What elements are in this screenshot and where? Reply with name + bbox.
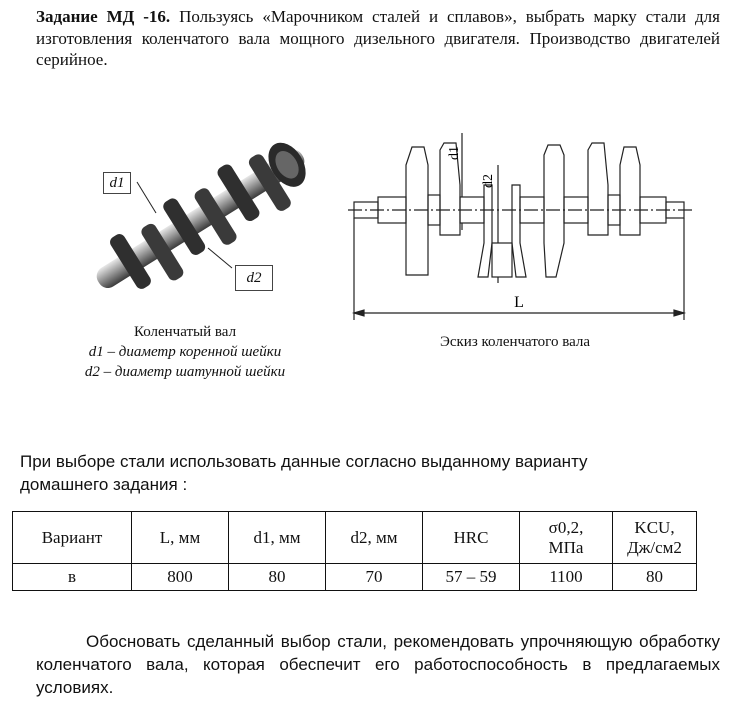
header-kcu-bottom: Дж/см2 (627, 537, 682, 557)
header-L: L, мм (132, 512, 229, 564)
header-sigma (520, 512, 613, 564)
header-variant: Вариант (13, 512, 132, 564)
header-sigma-bottom: МПа (548, 537, 584, 557)
header-d2: d2, мм (326, 512, 423, 564)
header-d1: d1, мм (229, 512, 326, 564)
photo-caption-d2: d2 – диаметр шатунной шейки (84, 364, 286, 380)
sketch-label-d1: d1 (447, 146, 462, 160)
cell-d2: 70 (326, 564, 423, 591)
task-title: Задание МД -16. (36, 7, 171, 26)
photo-caption (40, 322, 330, 382)
photo-caption-title: Коленчатый вал (133, 324, 237, 340)
photo-label-d1: d1 (103, 172, 131, 194)
table-row (13, 564, 697, 591)
photo-caption-d1: d1 – диаметр коренной шейки (88, 344, 282, 360)
cell-L: 800 (132, 564, 229, 591)
cell-d1: 80 (229, 564, 326, 591)
task-text: Пользуясь «Марочником сталей и сплавов», выбрать марку стали для изготовления коленчатого вала мощного дизельного двигателя. Производство двигателей серийное. (36, 7, 720, 69)
cell-hrc: 57 – 59 (423, 564, 520, 591)
cell-sigma: 1100 (520, 564, 613, 591)
header-kcu-top: KCU, (634, 517, 675, 537)
sketch-caption: Эскиз коленчатого вала (439, 334, 591, 350)
header-hrc: HRC (423, 512, 520, 564)
cell-kcu: 80 (613, 564, 697, 591)
intro-text: При выборе стали использовать данные согласно выданному варианту домашнего задания : (20, 452, 588, 494)
table-header-row (13, 512, 697, 564)
header-kcu (613, 512, 697, 564)
closing-text: Обосновать сделанный выбор стали, рекомендовать упрочняющую обработку коленчатого вала, которая обеспечит его работоспособность в предлагаемых условиях. (36, 632, 720, 697)
crankshaft-photo (70, 128, 330, 303)
header-sigma-top: σ0,2, (548, 517, 584, 537)
sketch-label-L: L (514, 294, 524, 311)
variants-table (12, 511, 697, 591)
sketch-label-d2: d2 (481, 174, 496, 188)
cell-variant: в (13, 564, 132, 591)
crankshaft-sketch (340, 125, 700, 325)
photo-label-d2: d2 (235, 265, 273, 291)
task-statement (36, 6, 720, 71)
